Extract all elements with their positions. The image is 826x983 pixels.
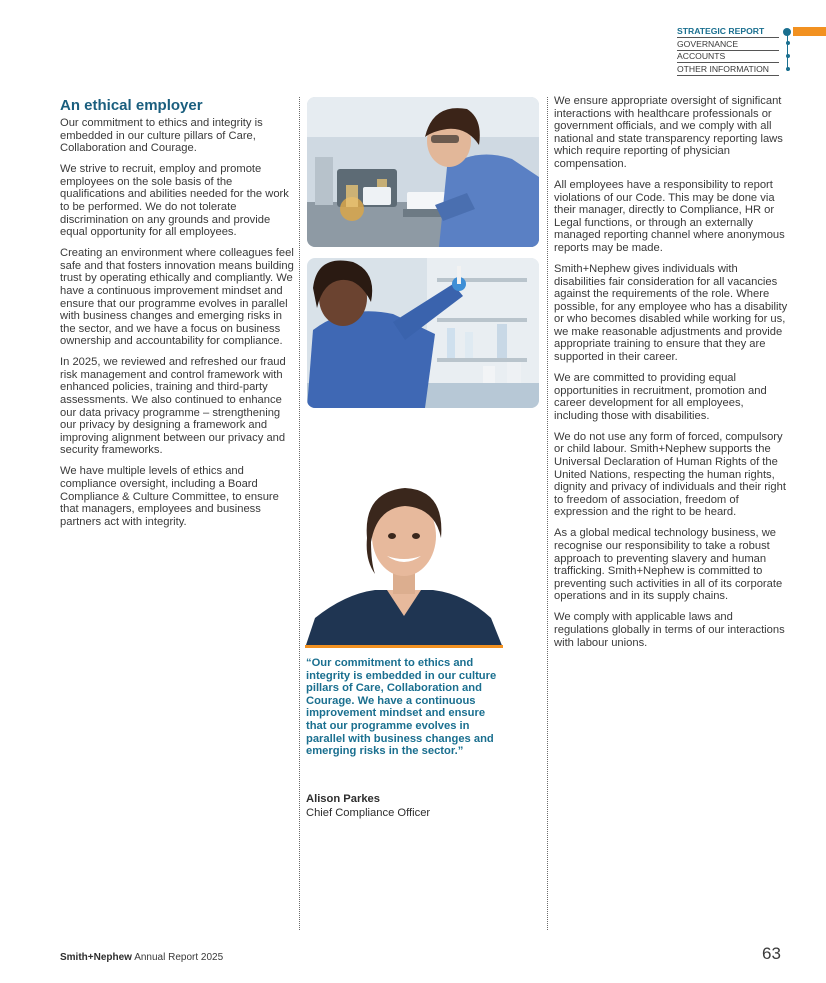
nav-marker-active bbox=[783, 28, 791, 36]
paragraph: We strive to recruit, employ and promote employees on the sole basis of the qualifications and abilities needed for the work to be performed. We do not tolerate discrimination on any grounds and provide equal opportunity for all employees. bbox=[60, 163, 289, 239]
column-divider bbox=[299, 97, 300, 930]
lab-photo-researcher-pipette bbox=[307, 258, 539, 408]
nav-track-line bbox=[787, 31, 788, 71]
paragraph: As a global medical technology business, we recognise our responsibility to take a robust approach to preventing slavery and human trafficking. Smith+Nephew is committed to preventing such activities in all of its corporate operations and in its supply chains. bbox=[554, 527, 783, 603]
nav-other-information[interactable]: OTHER INFORMATION bbox=[677, 64, 779, 76]
paragraph: We are committed to providing equal opportunities in recruitment, promotion and career development for all employees, including those with disabilities. bbox=[554, 372, 767, 422]
paragraph: All employees have a responsibility to report violations of our Code. This may be done via their manager, directly to Compliance, HR or Legal functions, or through an externally managed reporting channel where anonymous reports may be made. bbox=[554, 178, 785, 254]
lab-photo-scientist-bench bbox=[307, 97, 539, 247]
nav-strategic-report[interactable]: STRATEGIC REPORT bbox=[677, 26, 779, 38]
quote-author-role: Chief Compliance Officer bbox=[306, 807, 431, 819]
paragraph: We ensure appropriate oversight of significant interactions with healthcare professionals or government officials, and we comply with all national and state transparency reporting laws which require reporting of physician compensation. bbox=[554, 95, 783, 170]
section-tab-indicator bbox=[793, 27, 826, 36]
right-column bbox=[554, 95, 788, 657]
page-number: 63 bbox=[762, 944, 781, 963]
paragraph: Creating an environment where colleagues feel safe and that fosters innovation means building trust by operating ethically and compliantly. We have a continuous improvement mindset and ensure that our programme evolves in parallel with business changes and emerging risks in the sector, and we have a focus on business ownership and accountability for compliance. bbox=[60, 247, 294, 348]
paragraph: Smith+Nephew gives individuals with disabilities fair consideration for all vacancies against the requirements of the role. Where possible, for any employee who has a disability or who becomes disabled while working for us, we make reasonable adjustments and provide appropriate training to ensure that they are supported in their career. bbox=[554, 262, 788, 364]
footer-brand: Smith+Nephew bbox=[60, 952, 132, 963]
portrait-accent-rule bbox=[305, 645, 503, 648]
footer bbox=[60, 952, 223, 964]
section-nav bbox=[677, 26, 826, 76]
quote-author-name: Alison Parkes bbox=[306, 793, 380, 805]
paragraph: We comply with applicable laws and regulations globally in terms of our interactions with labour unions. bbox=[554, 611, 785, 649]
left-column bbox=[60, 97, 294, 537]
nav-governance[interactable]: GOVERNANCE bbox=[677, 39, 779, 51]
footer-report-title: Annual Report 2025 bbox=[134, 952, 224, 963]
portrait-alison-parkes bbox=[305, 478, 503, 648]
section-heading: An ethical employer bbox=[60, 97, 203, 114]
column-divider bbox=[547, 97, 548, 930]
nav-accounts[interactable]: ACCOUNTS bbox=[677, 51, 779, 63]
paragraph: In 2025, we reviewed and refreshed our fraud risk management and control framework with enhanced policies, training and third-party assessments. We also continued to enhance our data privacy programme – strengthening our privacy by designing a framework and improving alignment between our privacy and security frameworks. bbox=[60, 356, 286, 457]
paragraph: We do not use any form of forced, compulsory or child labour. Smith+Nephew supports the Universal Declaration of Human Rights of the United Nations, respecting the human rights, dignity and privacy of individuals and their right to freedom of association, freedom of expression and the right to be heard. bbox=[554, 430, 786, 519]
nav-marker bbox=[786, 67, 790, 71]
nav-marker bbox=[786, 54, 790, 58]
paragraph: Our commitment to ethics and integrity is embedded in our culture pillars of Care, Collaboration and Courage. bbox=[60, 117, 263, 155]
paragraph: We have multiple levels of ethics and compliance oversight, including a Board Compliance & Culture Committee, to ensure that managers, employees and business partners act with integrity. bbox=[60, 465, 279, 528]
nav-marker bbox=[786, 41, 790, 45]
pull-quote: “Our commitment to ethics and integrity is embedded in our culture pillars of Care, Collaboration and Courage. We have a continuous improvement mindset and ensure that our programme evolves in parallel with business changes and emerging risks in the sector.” bbox=[306, 657, 497, 758]
